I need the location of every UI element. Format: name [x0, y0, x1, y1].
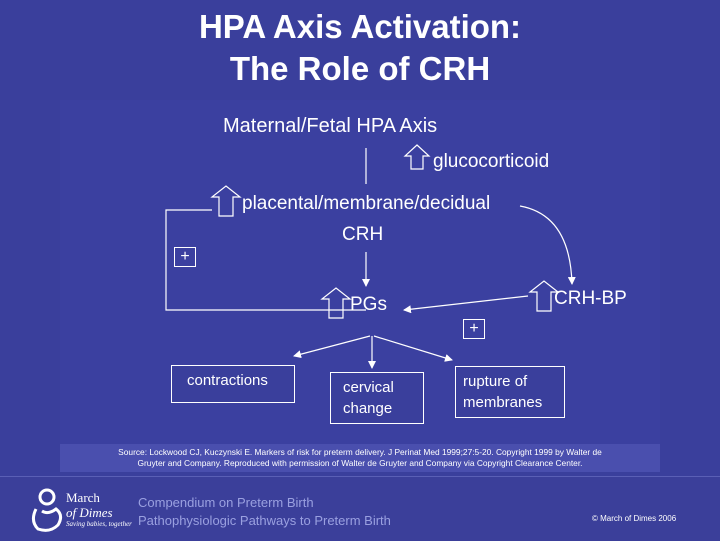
copyright-text: © March of Dimes 2006 [592, 514, 677, 523]
pgs-to-rupture-arrow [374, 336, 452, 360]
march-of-dimes-logo-icon [28, 485, 66, 533]
source-citation [60, 444, 660, 472]
crh-to-crhbp-curve-arrow [520, 206, 572, 284]
pgs-up-arrow-icon [322, 288, 350, 318]
placental-label: placental/membrane/decidual [242, 193, 491, 214]
rupture-label-1: rupture of [463, 373, 528, 390]
crhbp-to-pgs-arrow [404, 296, 528, 310]
crh-label: CRH [342, 224, 384, 245]
glucocorticoid-label: glucocorticoid [433, 151, 550, 172]
rupture-box [455, 366, 565, 418]
pgs-label: PGs [350, 294, 387, 315]
diagram-heading: Maternal/Fetal HPA Axis [223, 115, 438, 137]
logo-line-2: of Dimes [66, 505, 113, 520]
feedback-plus-right-sign: + [469, 320, 479, 337]
logo-line-1: March [66, 490, 100, 505]
compendium-line-2: Pathophysiologic Pathways to Preterm Birth [138, 513, 391, 528]
cervical-label-1: cervical [343, 379, 394, 396]
cervical-change-box [330, 372, 424, 424]
source-line-1: Source: Lockwood CJ, Kuczynski E. Markers of risk for preterm delivery. J Perinat Med 1999;27:5-20. Copyright 1999 by Walter de [118, 447, 602, 457]
contractions-box [171, 365, 295, 403]
feedback-plus-right [463, 319, 485, 339]
placental-crh-up-arrow-icon [212, 186, 240, 216]
compendium-text [138, 494, 391, 530]
logo-tagline: Saving babies, together [66, 520, 132, 528]
contractions-label: contractions [187, 372, 268, 389]
logo-text [66, 490, 113, 520]
feedback-plus-left [174, 247, 196, 267]
pgs-to-contractions-arrow [294, 336, 370, 356]
crhbp-label: CRH-BP [554, 288, 627, 309]
title-line-2: The Role of CRH [229, 50, 491, 87]
compendium-line-1: Compendium on Preterm Birth [138, 495, 314, 510]
feedback-loop-line [166, 210, 366, 310]
title-line-1: HPA Axis Activation: [198, 8, 522, 45]
glucocorticoid-up-arrow-icon [405, 145, 429, 169]
source-line-2: Gruyter and Company. Reproduced with permission of Walter de Gruyter and Company via Copyright Clearance Center. [137, 458, 583, 468]
cervical-label-2: change [343, 400, 393, 417]
feedback-plus-left-sign: + [180, 248, 190, 265]
rupture-label-2: membranes [463, 394, 543, 411]
